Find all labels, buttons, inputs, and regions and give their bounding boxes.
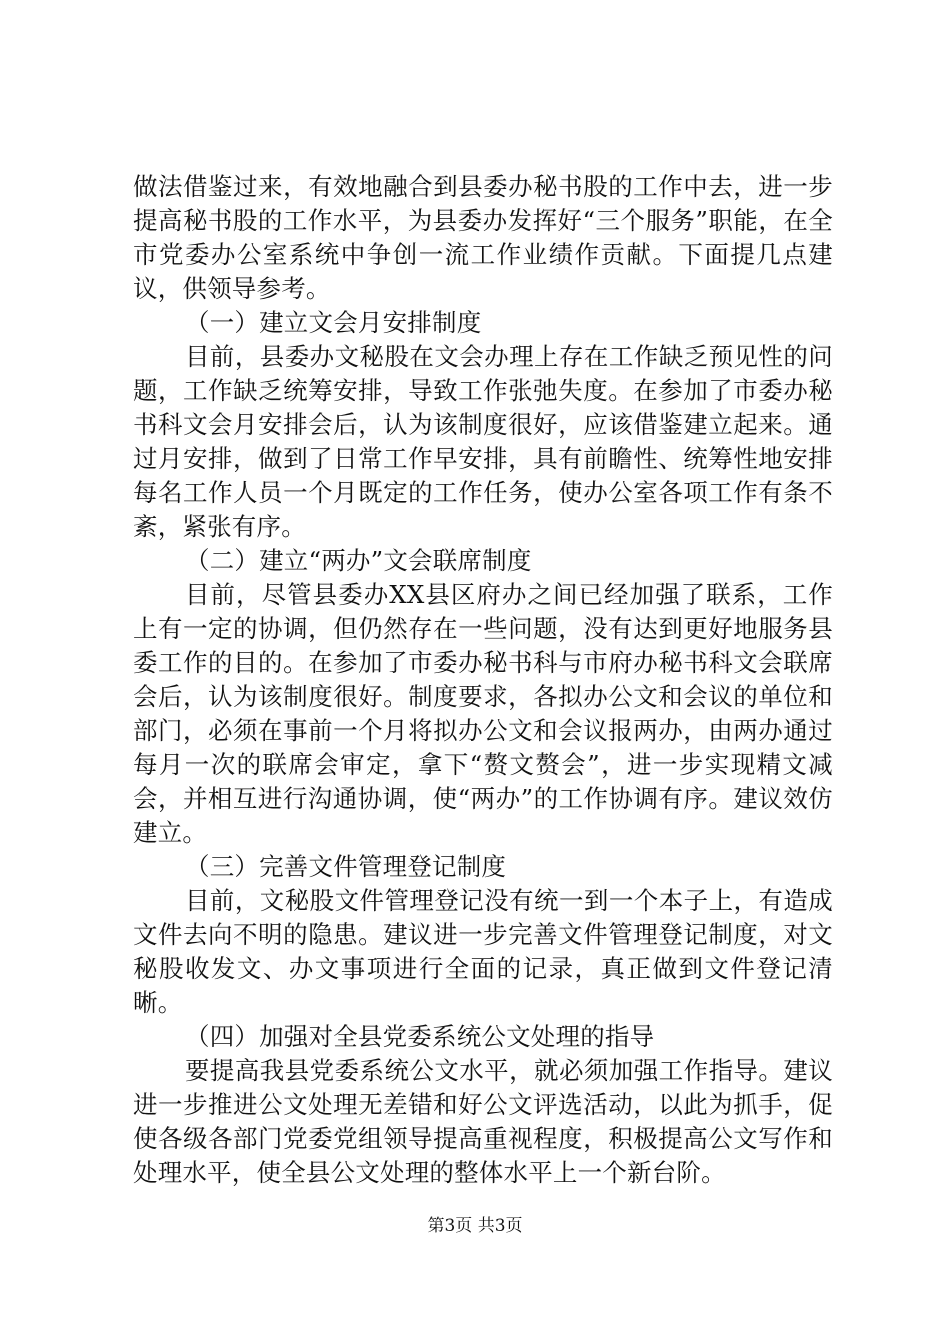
section-heading-4: （四）加强对全县党委系统公文处理的指导: [185, 1022, 655, 1051]
paragraph-intro: 做法借鉴过来，有效地融合到县委办秘书股的工作中去，进一步提高秘书股的工作水平，为县委办发挥好“三个服务”职能，在全市党委办公室系统中争创一流工作业绩作贡献。下面提几点建议，供领导参考。: [133, 172, 833, 303]
section-heading-1: （一）建立文会月安排制度: [185, 308, 482, 337]
paragraph-section-2: 目前，尽管县委办XX县区府办之间已经加强了联系，工作上有一定的协调，但仍然存在一些问题，没有达到更好地服务县委工作的目的。在参加了市委办秘书科与市府办秘书科文会联席会后，认为该制度很好。制度要求，各拟办公文和会议的单位和部门，必须在事前一个月将拟办公文和会议报两办，由两办通过每月一次的联席会审定，拿下“赘文赘会”，进一步实现精文减会，并相互进行沟通协调，使“两办”的工作协调有序。建议效仿建立。: [133, 580, 833, 847]
page-number-footer: 第3页 共3页: [427, 1216, 523, 1236]
section-heading-2: （二）建立“两办”文会联席制度: [185, 546, 532, 575]
paragraph-section-4: 要提高我县党委系统公文水平，就必须加强工作指导。建议进一步推进公文处理无差错和好公文评选活动，以此为抓手，促使各级各部门党委党组领导提高重视程度，积极提高公文写作和处理水平，使全县公文处理的整体水平上一个新台阶。: [133, 1056, 833, 1187]
section-heading-3: （三）完善文件管理登记制度: [185, 852, 507, 881]
document-body: [133, 170, 833, 1190]
paragraph-section-3: 目前，文秘股文件管理登记没有统一到一个本子上，有造成文件去向不明的隐患。建议进一步完善文件管理登记制度，对文秘股收发文、办文事项进行全面的记录，真正做到文件登记清晰。: [133, 886, 833, 1017]
paragraph-section-1: 目前，县委办文秘股在文会办理上存在工作缺乏预见性的问题，工作缺乏统筹安排，导致工作张弛失度。在参加了市委办秘书科文会月安排会后，认为该制度很好，应该借鉴建立起来。通过月安排，做到了日常工作早安排，具有前瞻性、统筹性地安排每名工作人员一个月既定的工作任务，使办公室各项工作有条不紊，紧张有序。: [133, 342, 833, 541]
